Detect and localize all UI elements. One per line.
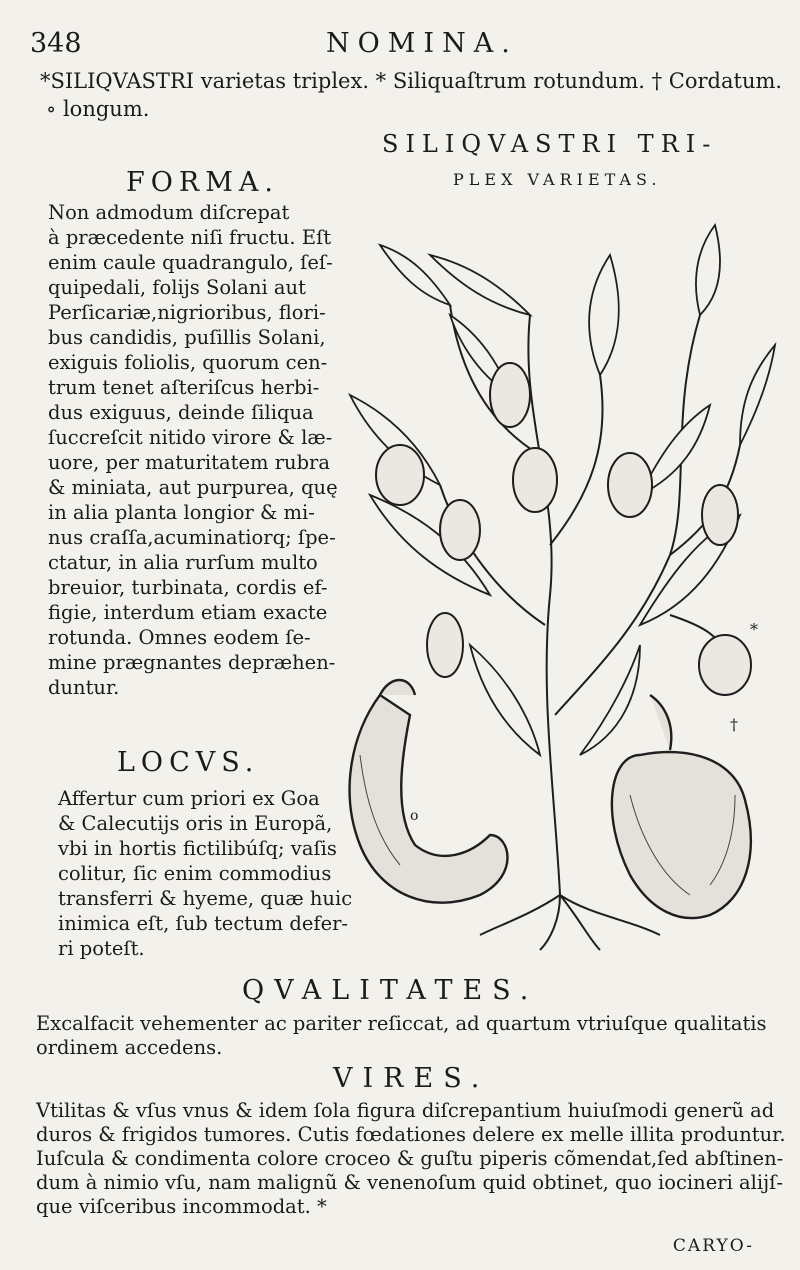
- text-line: duntur.: [48, 676, 120, 699]
- text-line: in alia planta longior & mi-: [48, 501, 315, 524]
- text-line: Excalfacit vehementer ac pariter reſiccat, ad quartum vtriuſque qualitatis: [36, 1012, 767, 1035]
- text-line: inimica eſt, ſub tectum defer-: [58, 912, 349, 935]
- catchword: CARYO-: [672, 1236, 754, 1256]
- text-line: que viſceribus incommodat. *: [36, 1195, 327, 1218]
- marker-circle: o: [410, 808, 419, 824]
- locus-text-block: [58, 786, 352, 961]
- summary-line-1: *SILIQVASTRI varietas triplex. * Siliquaſtrum rotundum. † Cordatum.: [40, 69, 783, 93]
- text-line: ri poteſt.: [58, 937, 145, 960]
- figure-caption-line-1: SILIQVASTRI TRI-: [382, 130, 718, 158]
- summary-line-2: ∘ longum.: [46, 97, 150, 121]
- text-line: ordinem accedens.: [36, 1036, 223, 1059]
- text-line: mine prægnantes depræhen-: [48, 651, 336, 674]
- text-line: bus candidis, puſillis Solani,: [48, 326, 326, 349]
- text-line: colitur, ſic enim commodius: [58, 862, 332, 885]
- text-line: exiguis foliolis, quorum cen-: [48, 351, 328, 374]
- text-line: Iuſcula & condimenta colore croceo & guſtu piperis cõmendat,ſed abſtinen-: [36, 1147, 784, 1170]
- text-line: figie, interdum etiam exacte: [48, 601, 328, 624]
- text-line: ctatur, in alia rurſum multo: [48, 551, 318, 574]
- text-line: vbi in hortis fictilibúſq; vaſis: [58, 837, 337, 860]
- text-line: duros & frigidos tumores. Cutis fœdationes delere ex melle illita produntur.: [36, 1123, 786, 1146]
- text-line: transferri & hyeme, quæ huic: [58, 887, 353, 910]
- page-number: 348: [30, 28, 82, 59]
- text-line: & Calecutijs oris in Europã,: [58, 812, 333, 835]
- text-line: enim caule quadrangulo, ſeſ-: [48, 251, 333, 274]
- vires-text-block: [36, 1099, 786, 1219]
- text-line: Affertur cum priori ex Goa: [58, 787, 320, 810]
- text-line: & miniata, aut purpurea, quę: [48, 476, 338, 499]
- text-line: dus exiguus, deinde ſiliqua: [48, 401, 314, 424]
- text-line: à præcedente niſi fructu. Eſt: [48, 226, 332, 249]
- text-line: ſuccreſcit nitido virore & læ-: [48, 426, 333, 449]
- marker-dagger: †: [730, 715, 738, 734]
- section-heading-qualitates: QVALITATES.: [242, 975, 539, 1006]
- text-line: trum tenet aſteriſcus herbi-: [48, 376, 320, 399]
- text-line: Perſicariæ,nigrioribus, flori-: [48, 301, 326, 324]
- text-line: dum à nimio vſu, nam malignũ & venenoſum quid obtinet, quo iocineri alijſ-: [36, 1171, 783, 1194]
- text-line: Non admodum diſcrepat: [48, 201, 290, 224]
- section-heading-vires: VIRES.: [333, 1063, 490, 1094]
- figure-caption-line-2: PLEX VARIETAS.: [453, 170, 662, 189]
- text-line: Vtilitas & vſus vnus & idem ſola figura diſcrepantium huiuſmodi generũ ad: [36, 1099, 775, 1122]
- section-heading-forma: FORMA.: [126, 167, 279, 198]
- text-line: uore, per maturitatem rubra: [48, 451, 331, 474]
- text-line: rotunda. Omnes eodem ſe-: [48, 626, 311, 649]
- forma-text-block: [48, 200, 338, 700]
- text-line: quipedali, folijs Solani aut: [48, 276, 306, 299]
- pepper-plant-woodcut: [340, 195, 780, 955]
- marker-star: *: [750, 620, 758, 639]
- qualitates-text-block: [36, 1012, 767, 1060]
- running-head: NOMINA.: [326, 28, 518, 59]
- section-heading-locus: LOCVS.: [117, 747, 260, 778]
- text-line: breuior, turbinata, cordis ef-: [48, 576, 328, 599]
- text-line: nus craſſa,acuminatiorq; ſpe-: [48, 526, 336, 549]
